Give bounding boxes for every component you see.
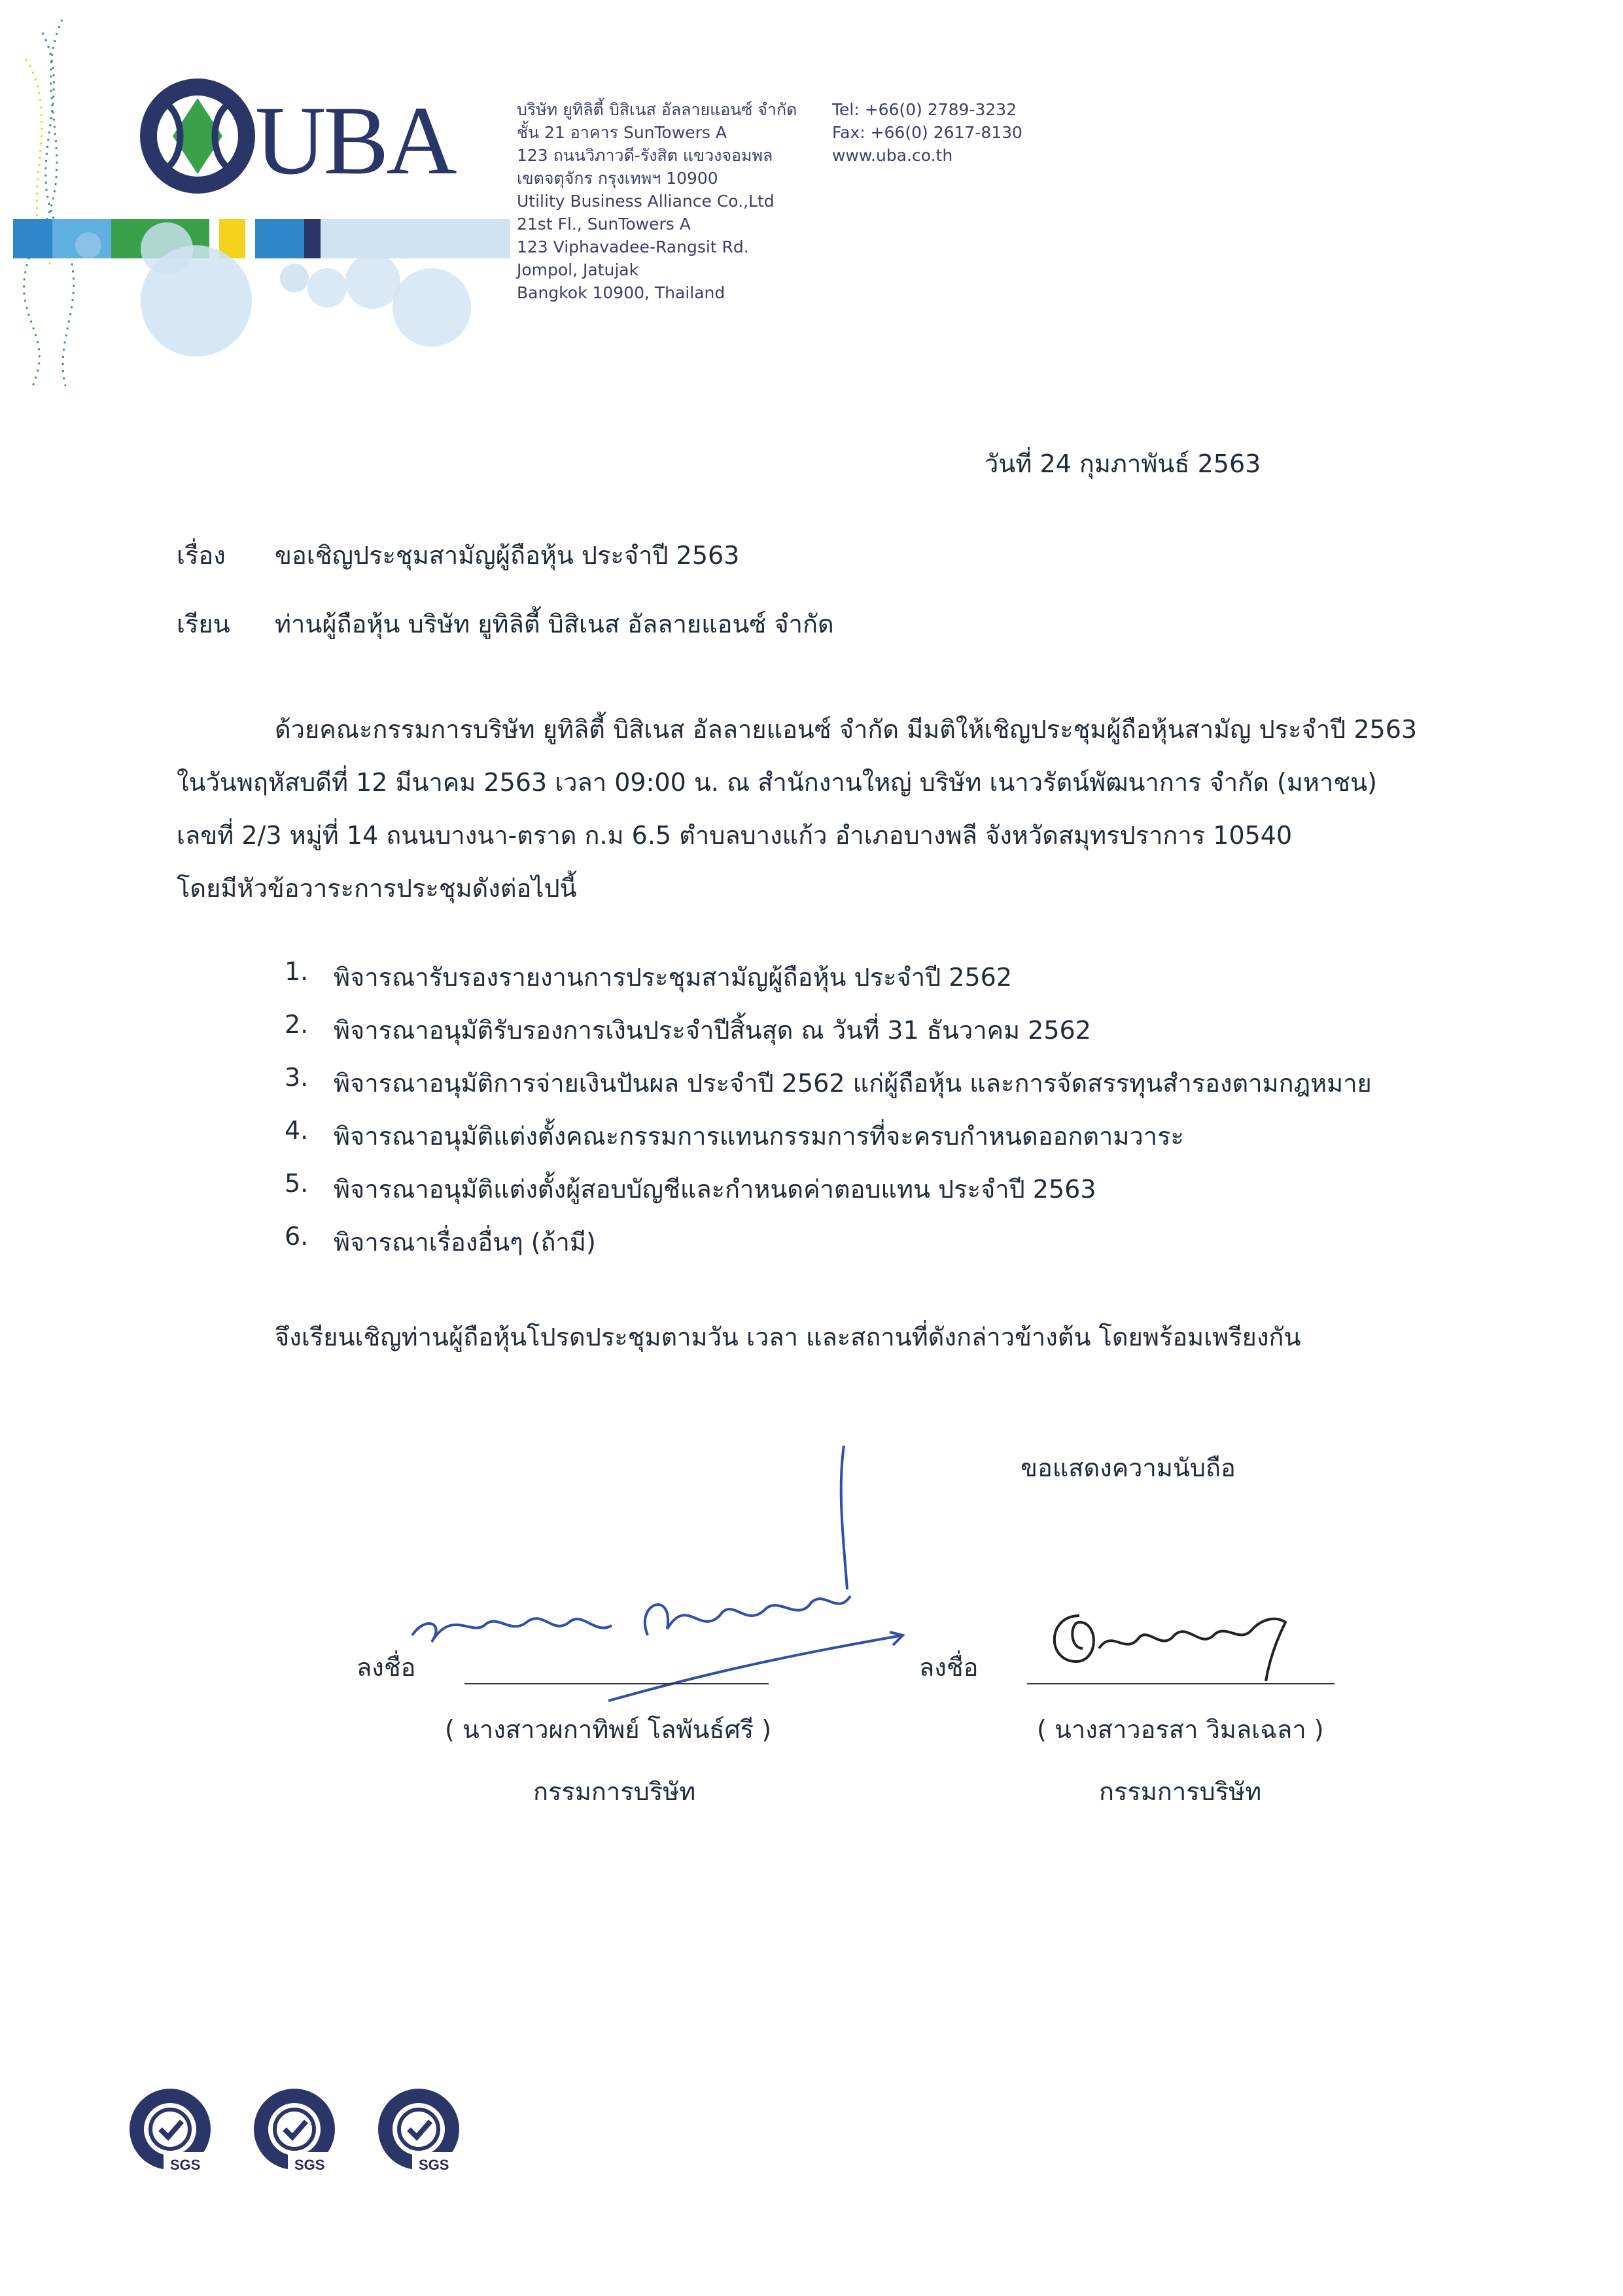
- signer-role: กรรมการบริษัท: [1099, 1777, 1262, 1806]
- agenda-text: พิจารณาอนุมัติการจ่ายเงินปันผล ประจำปี 2562 แก่ผู้ถือหุ้น และการจัดสรรทุนสำรองตามกฎหมาย: [334, 1069, 1372, 1098]
- agenda-list: [285, 957, 1372, 1275]
- signature-line: [464, 1683, 769, 1684]
- closing-sentence: จึงเรียนเชิญท่านผู้ถือหุ้นโปรดประชุมตามวัน เวลา และสถานที่ดังกล่าวข้างต้น โดยพร้อมเพรียงกัน: [275, 1323, 1301, 1351]
- agenda-text: พิจารณาเรื่องอื่นๆ (ถ้ามี): [334, 1228, 596, 1257]
- contact-tel: Tel: +66(0) 2789-3232: [832, 100, 1017, 119]
- signature-right-icon: [1040, 1590, 1315, 1688]
- signature-label: ลงชื่อ: [357, 1653, 416, 1682]
- sgs-iso9001-icon: [124, 2083, 222, 2182]
- agenda-item: [285, 957, 1372, 1010]
- signer-name: ( นางสาวผกาทิพย์ โลพันธ์ศรี ): [445, 1715, 772, 1744]
- signature-label: ลงชื่อ: [919, 1653, 979, 1682]
- contact-fax: Fax: +66(0) 2617-8130: [832, 123, 1022, 142]
- certification-badges: [124, 2083, 471, 2182]
- company-contact: [832, 98, 1022, 167]
- sgs-iso14001-icon: [249, 2083, 347, 2182]
- agenda-text: พิจารณาอนุมัติรับรองการเงินประจำปีสิ้นสุด ณ วันที่ 31 ธันวาคม 2562: [334, 1016, 1091, 1045]
- agenda-item: [285, 1116, 1372, 1169]
- signature-line: [1027, 1683, 1335, 1684]
- signer-role: กรรมการบริษัท: [533, 1777, 696, 1806]
- company-line: 123 Viphavadee-Rangsit Rd.: [517, 237, 749, 256]
- company-line: บริษัท ยูทิลิตี้ บิสิเนส อัลลายแอนซ์ จำกัด: [517, 100, 797, 119]
- agenda-number: 3.: [285, 1063, 309, 1092]
- letter-date: วันที่ 24 กุมภาพันธ์ 2563: [985, 449, 1261, 478]
- agenda-item: [285, 1222, 1372, 1275]
- company-line: Jompol, Jatujak: [517, 260, 639, 279]
- agenda-number: 2.: [285, 1010, 309, 1039]
- agenda-number: 4.: [285, 1116, 309, 1145]
- agenda-text: พิจารณาอนุมัติแต่งตั้งคณะกรรมการแทนกรรมการที่จะครบกำหนดออกตามวาระ: [334, 1122, 1184, 1151]
- paragraph-line: ในวันพฤหัสบดีที่ 12 มีนาคม 2563 เวลา 09:00 น. ณ สำนักงานใหญ่ บริษัท เนาวรัตน์พัฒนาการ จำกัด (มหาชน): [177, 768, 1377, 797]
- company-line: Utility Business Alliance Co.,Ltd: [517, 192, 775, 211]
- agenda-item: [285, 1169, 1372, 1222]
- subject-text: ขอเชิญประชุมสามัญผู้ถือหุ้น ประจำปี 2563: [275, 541, 740, 570]
- paragraph-line: โดยมีหัวข้อวาระการประชุมดังต่อไปนี้: [177, 874, 577, 903]
- cert-label: SGS: [170, 2157, 201, 2173]
- sgs-ohsas18001-icon: [373, 2083, 471, 2182]
- company-line: Bangkok 10900, Thailand: [517, 283, 725, 302]
- company-line: ชั้น 21 อาคาร SunTowers A: [517, 123, 727, 142]
- letterhead-graphic: [13, 20, 510, 389]
- company-address: [517, 98, 797, 304]
- regards-text: ขอแสดงความนับถือ: [1021, 1453, 1236, 1482]
- cert-label: SGS: [294, 2157, 325, 2173]
- paragraph-line: ด้วยคณะกรรมการบริษัท ยูทิลิตี้ บิสิเนส อัลลายแอนซ์ จำกัด มีมติให้เชิญประชุมผู้ถือหุ้นสามัญ ประจำปี 2563: [275, 715, 1418, 744]
- recipient-label: เรียน: [177, 610, 230, 638]
- agenda-text: พิจารณารับรองรายงานการประชุมสามัญผู้ถือหุ้น ประจำปี 2562: [334, 963, 1013, 992]
- body-paragraph: [177, 703, 1459, 915]
- company-line: 21st Fl., SunTowers A: [517, 215, 691, 234]
- agenda-number: 1.: [285, 957, 309, 986]
- company-line: เขตจตุจักร กรุงเทพฯ 10900: [517, 169, 718, 188]
- signer-name: ( นางสาวอรสา วิมลเฉลา ): [1037, 1715, 1324, 1744]
- paragraph-line: เลขที่ 2/3 หมู่ที่ 14 ถนนบางนา-ตราด ก.ม 6.5 ตำบลบางแก้ว อำเภอบางพลี จังหวัดสมุทรปราการ 10540: [177, 821, 1293, 850]
- company-line: 123 ถนนวิภาวดี-รังสิต แขวงจอมพล: [517, 146, 773, 165]
- agenda-text: พิจารณาอนุมัติแต่งตั้งผู้สอบบัญชีและกำหนดค่าตอบแทน ประจำปี 2563: [334, 1175, 1096, 1204]
- recipient-text: ท่านผู้ถือหุ้น บริษัท ยูทิลิตี้ บิสิเนส อัลลายแอนซ์ จำกัด: [275, 610, 834, 638]
- uba-logo-icon: [13, 20, 510, 386]
- subject-label: เรื่อง: [177, 541, 226, 570]
- agenda-number: 6.: [285, 1222, 309, 1251]
- cert-label: SGS: [419, 2157, 449, 2173]
- logo-wordmark: UBA: [255, 86, 455, 195]
- agenda-item: [285, 1063, 1372, 1116]
- agenda-item: [285, 1010, 1372, 1063]
- agenda-number: 5.: [285, 1169, 309, 1198]
- contact-website: www.uba.co.th: [832, 146, 953, 165]
